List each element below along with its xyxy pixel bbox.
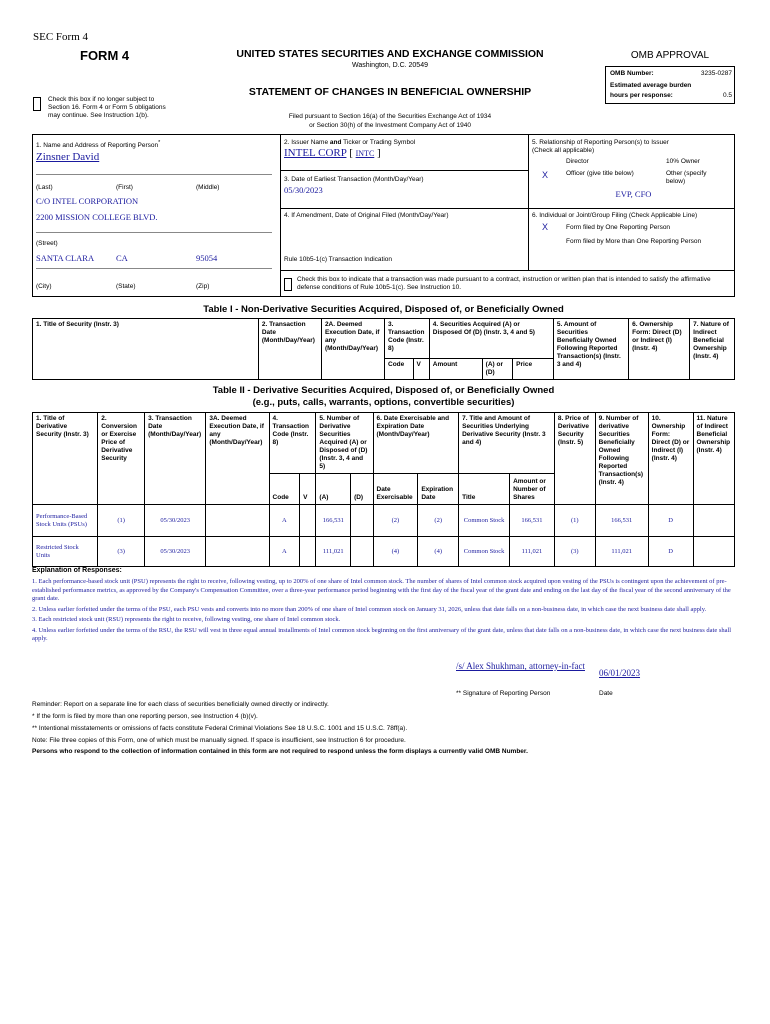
issuer-name-ticker: INTEL CORP [ INTC ] [284, 147, 381, 159]
signature-label: ** Signature of Reporting Person [456, 690, 551, 697]
omb-approval-title: OMB APPROVAL [630, 50, 710, 61]
t2-r0-price: (1) [554, 505, 595, 537]
footer-note2: ** Intentional misstatements or omissions of facts constitute Federal Criminal Violations See 18 U.S.C. 1001 and 15 U.S.C. 78ff(a). [32, 725, 408, 732]
t2-title: Title [459, 474, 510, 505]
t2-a: (A) [316, 474, 351, 505]
t1-v: V [413, 359, 429, 380]
table-row [33, 537, 735, 567]
omb-burden-label: Estimated average burden [610, 82, 692, 89]
table-row [33, 505, 735, 537]
last-label: (Last) [36, 184, 53, 191]
signature-name[interactable]: /s/ Alex Shukhman, attorney-in-fact [456, 661, 585, 671]
address-line1: C/O INTEL CORPORATION [36, 196, 139, 206]
footer-note1: * If the form is filed by more than one reporting person, see Instruction 4 (b)(v). [32, 713, 258, 720]
t1-h4: 4. Securities Acquired (A) or Disposed Of (D) (Instr. 3, 4 and 5) [429, 319, 553, 359]
t2-r0-v [300, 505, 316, 537]
officer-title: EVP, CFO [615, 189, 652, 199]
t2-r0-exercisable: (2) [373, 505, 418, 537]
explanation-note-4: 4. Unless earlier forfeited under the terms of the RSU, the RSU will vest in three equal annual installments of Intel common stock beginning on the first anniversary of the grant date, unless that date falls on a non-business date, in which case the next business date shall apply. [32, 626, 732, 642]
ten-pct-owner-label: 10% Owner [666, 158, 700, 165]
t2-h2: 2. Conversion or Exercise Price of Derivative Security [98, 413, 145, 505]
reporting-person-label: 1. Name and Address of Reporting Person* [36, 140, 161, 150]
director-label: Director [566, 158, 589, 165]
t2-h10: 10. Ownership Form: Direct (D) or Indirect (I) (Instr. 4) [648, 413, 693, 505]
rule10b5-label: Rule 10b5-1(c) Transaction Indication [284, 256, 393, 263]
filing-more-label: Form filed by More than One Reporting Person [566, 238, 702, 245]
table1-title: Table I - Non-Derivative Securities Acquired, Disposed of, or Beneficially Owned [203, 304, 564, 315]
table2-subtitle: (e.g., puts, calls, warrants, options, convertible securities) [252, 397, 515, 408]
address-line2: 2200 MISSION COLLEGE BLVD. [36, 212, 158, 222]
relationship-sub: (Check all applicable) [532, 147, 595, 154]
statement-title: STATEMENT OF CHANGES IN BENEFICIAL OWNERSHIP [248, 86, 532, 98]
t2-r0-conversion: (1) [98, 505, 145, 537]
street-label: (Street) [36, 240, 58, 247]
t2-r0-expiration: (2) [418, 505, 459, 537]
t2-h11: 11. Nature of Indirect Beneficial Ownership (Instr. 4) [693, 413, 734, 505]
t2-r1-security: Restricted Stock Units [33, 537, 98, 567]
city-label: (City) [36, 283, 52, 290]
first-label: (First) [116, 184, 133, 191]
rule10b5-text: Check this box to indicate that a transaction was made pursuant to a contract, instruction or written plan that is intended to satisfy the affirmative defense conditions of Rule 10b5-1(c). See Instruction 10. [297, 276, 711, 291]
table1 [32, 318, 735, 380]
middle-label: (Middle) [196, 184, 220, 191]
location: Washington, D.C. 20549 [351, 62, 428, 69]
amendment-label: 4. If Amendment, Date of Original Filed (Month/Day/Year) [284, 212, 449, 219]
filing-label: 6. Individual or Joint/Group Filing (Check Applicable Line) [532, 212, 698, 219]
t2-h7: 7. Title and Amount of Securities Underlying Derivative Security (Instr. 3 and 4) [459, 413, 555, 474]
form-title: FORM 4 [80, 48, 130, 63]
footer-note3: Note: File three copies of this Form, one of which must be manually signed. If space is insufficient, see Instruction 6 for procedure. [32, 737, 406, 744]
footer-reminder: Reminder: Report on a separate line for each class of securities beneficially owned directly or indirectly. [32, 701, 329, 708]
relationship-label: 5. Relationship of Reporting Person(s) to Issuer [532, 139, 669, 146]
t1-h3: 3. Transaction Code (Instr. 8) [385, 319, 430, 359]
t2-h3: 3. Transaction Date (Month/Day/Year) [145, 413, 206, 505]
t2-r1-amount: 111,021 [510, 537, 555, 567]
earliest-tx-label: 3. Date of Earliest Transaction (Month/Day/Year) [284, 176, 424, 183]
earliest-tx-date: 05/30/2023 [284, 185, 323, 195]
t2-d: (D) [351, 474, 373, 505]
omb-number-label: OMB Number: [610, 70, 654, 77]
t2-r1-nature [693, 537, 734, 567]
t1-price: Price [513, 359, 554, 380]
reporting-person-name[interactable]: Zinsner David [36, 151, 100, 163]
t2-r0-a: 166,531 [316, 505, 351, 537]
state-label: (State) [116, 283, 136, 290]
t2-r1-title: Common Stock [459, 537, 510, 567]
t1-aord: (A) or (D) [482, 359, 513, 380]
t2-r0-nature [693, 505, 734, 537]
signature-date: 06/01/2023 [599, 668, 641, 678]
table2-title: Table II - Derivative Securities Acquired, Disposed of, or Beneficially Owned [212, 385, 555, 396]
rule10b5-checkbox[interactable] [284, 278, 292, 291]
t2-h9: 9. Number of derivative Securities Beneficially Owned Following Reported Transaction(s) (Instr. 4) [595, 413, 648, 505]
sec-form-label: SEC Form 4 [33, 31, 89, 43]
footer-persons: Persons who respond to the collection of information contained in this form are not required to respond unless the form displays a currently valid OMB Number. [32, 748, 528, 755]
filed-pursuant-line2: or Section 30(h) of the Investment Company Act of 1940 [309, 122, 471, 129]
t2-r0-security: Performance-Based Stock Units (PSUs) [33, 505, 98, 537]
filing-one-label: Form filed by One Reporting Person [566, 224, 671, 231]
t2-amount: Amount or Number of Shares [510, 474, 555, 505]
t2-h1: 1. Title of Derivative Security (Instr. 3) [33, 413, 98, 505]
signature-date-label: Date [599, 690, 613, 697]
t2-r0-d [351, 505, 373, 537]
t2-r1-d [351, 537, 373, 567]
omb-number: 3235-0287 [700, 70, 732, 77]
t2-h8: 8. Price of Derivative Security (Instr. 5) [554, 413, 595, 505]
t1-h5: 5. Amount of Securities Beneficially Owned Following Reported Transaction(s) (Instr. 3 and 4) [553, 319, 628, 380]
zip-value: 95054 [196, 253, 218, 263]
t2-h4: 4. Transaction Code (Instr. 8) [269, 413, 316, 474]
explanation-note-1: 1. Each performance-based stock unit (PSU) represents the right to receive, following vesting, up to 200% of one share of Intel common stock. The number of shares of Intel common stock acquired upon vesting of the PSUs is contingent upon the achievement of pre-established performance metrics, as approved by the Company's Compensation Committee, over a three-year performance period beginning with the first day of the fiscal year of the grant date and ending on the last day of the fiscal year of the second anniversary of the grant date. [32, 578, 731, 602]
t1-code: Code [385, 359, 413, 380]
t1-h6: 6. Ownership Form: Direct (D) or Indirect (I) (Instr. 4) [629, 319, 690, 380]
t2-r1-form: D [648, 537, 693, 567]
t2-r1-v [300, 537, 316, 567]
t2-r1-expiration: (4) [418, 537, 459, 567]
filing-one-checkmark[interactable]: X [542, 222, 549, 232]
t2-date-ex: Date Exercisable [373, 474, 418, 505]
t2-r0-code: A [269, 505, 300, 537]
issuer-name[interactable]: INTEL CORP [284, 147, 347, 159]
officer-label: Officer (give title below) [566, 170, 634, 177]
other-label: Other (specify below) [666, 170, 707, 185]
t2-r1-owned: 111,021 [595, 537, 648, 567]
t2-code: Code [269, 474, 300, 505]
t2-r1-a: 111,021 [316, 537, 351, 567]
omb-hours-label: hours per response: [610, 92, 673, 99]
agency-title: UNITED STATES SECURITIES AND EXCHANGE COMMISSION [236, 48, 544, 60]
t2-r0-deemed [206, 505, 269, 537]
t2-exp: Expiration Date [418, 474, 459, 505]
t2-r0-title: Common Stock [459, 505, 510, 537]
state-value: CA [116, 253, 128, 263]
city-value: SANTA CLARA [36, 253, 95, 263]
t2-h5: 5. Number of Derivative Securities Acquired (A) or Disposed of (D) (Instr. 3, 4 and 5) [316, 413, 373, 474]
t1-amount: Amount [429, 359, 482, 380]
t2-h6: 6. Date Exercisable and Expiration Date (Month/Day/Year) [373, 413, 459, 474]
t2-r1-exercisable: (4) [373, 537, 418, 567]
issuer-ticker[interactable]: INTC [355, 149, 375, 158]
zip-label: (Zip) [196, 283, 210, 290]
t1-h2: 2. Transaction Date (Month/Day/Year) [258, 319, 321, 380]
explanation-note-3: 3. Each restricted stock unit (RSU) represents the right to receive, following vesting, one share of Intel common stock. [32, 616, 341, 623]
t2-r0-date: 05/30/2023 [145, 505, 206, 537]
issuer-label: 2. Issuer Name and Ticker or Trading Symbol [284, 139, 416, 146]
section16-checkbox[interactable] [33, 97, 41, 111]
t1-h2a: 2A. Deemed Execution Date, if any (Month/Day/Year) [321, 319, 384, 380]
t1-h1: 1. Title of Security (Instr. 3) [33, 319, 259, 380]
t2-v: V [300, 474, 316, 505]
t2-r0-owned: 166,531 [595, 505, 648, 537]
filed-pursuant-line1: Filed pursuant to Section 16(a) of the Securities Exchange Act of 1934 [288, 113, 492, 120]
t2-r1-deemed [206, 537, 269, 567]
t2-r0-form: D [648, 505, 693, 537]
t2-r1-date: 05/30/2023 [145, 537, 206, 567]
officer-checkmark[interactable]: X [542, 170, 549, 180]
t1-h7: 7. Nature of Indirect Beneficial Ownership (Instr. 4) [690, 319, 735, 380]
table2 [32, 412, 735, 567]
t2-h3a: 3A. Deemed Execution Date, if any (Month/Day/Year) [206, 413, 269, 505]
t2-r1-code: A [269, 537, 300, 567]
explanation-title: Explanation of Responses: [32, 567, 122, 574]
t2-r0-amount: 166,531 [510, 505, 555, 537]
section16-checkbox-text: Check this box if no longer subject to Section 16. Form 4 or Form 5 obligations may continue. See Instruction 1(b). [48, 96, 166, 119]
explanation-notes [32, 578, 735, 644]
omb-hours: 0.5 [722, 92, 732, 99]
t2-r1-conversion: (3) [98, 537, 145, 567]
explanation-note-2: 2. Unless earlier forfeited under the terms of the PSU, each PSU vests and converts into no more than 200% of one share of Intel common stock on January 31, 2026, unless that date falls on a non-business date, in which case the next business date shall apply. [32, 605, 707, 613]
t2-r1-price: (3) [554, 537, 595, 567]
